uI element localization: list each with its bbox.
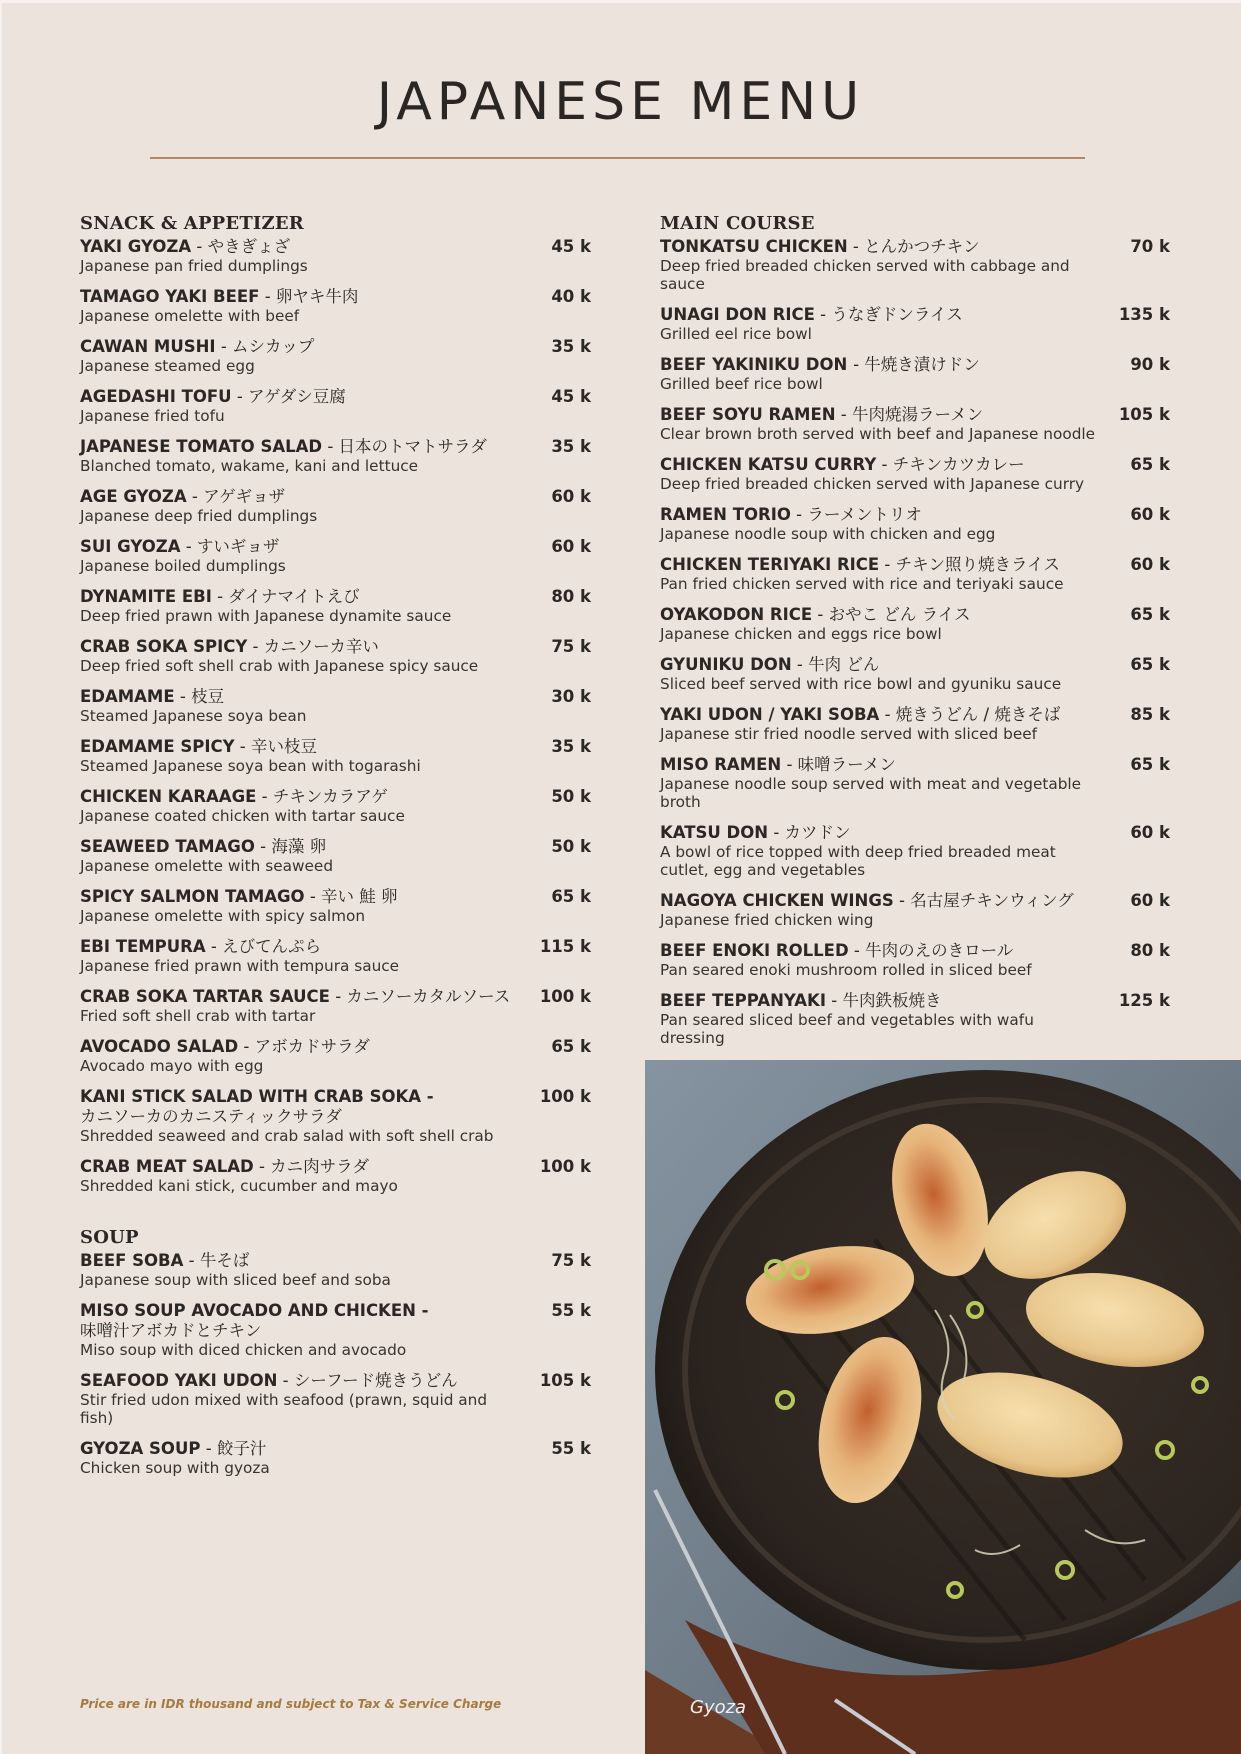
item-name-jp: チキンカツカレー [892,455,1025,474]
menu-item [660,405,1170,443]
item-name: BEEF SOBA - 牛そば [80,1251,250,1270]
menu-item [80,737,591,775]
item-name-en: YAKI UDON / YAKI SOBA [660,705,880,724]
item-name-jp: 牛肉鉄板焼き [842,991,942,1010]
item-name-jp: ムシカップ [232,337,315,356]
item-description: Deep fried breaded chicken served with Japanese curry [660,475,1085,493]
page-border-top [0,0,1241,3]
item-description: Chicken soup with gyoza [80,1459,270,1477]
item-description: A bowl of rice topped with deep fried breaded meat cutlet, egg and vegetables [660,843,1056,879]
item-name: JAPANESE TOMATO SALAD - 日本のトマトサラダ [80,437,487,456]
item-name-en: CRAB SOKA SPICY [80,637,248,656]
item-name: AGE GYOZA - アゲギョザ [80,487,286,506]
menu-item [80,987,591,1025]
item-name-en: GYUNIKU DON [660,655,792,674]
item-name-en: CHICKEN TERIYAKI RICE [660,555,880,574]
item-name-en: AGE GYOZA [80,487,187,506]
item-price: 65 k [1130,655,1170,674]
item-description: Pan fried chicken served with rice and teriyaki sauce [660,575,1064,593]
item-name-jp: 海藻 卵 [271,837,327,856]
item-name-jp: ラーメントリオ [807,505,922,524]
item-description: Shredded seaweed and crab salad with soft shell crab [80,1127,494,1145]
menu-item [660,355,1170,393]
section-title: MAIN COURSE [660,213,815,234]
item-name: CHICKEN KATSU CURRY - チキンカツカレー [660,455,1025,474]
menu-item [80,887,591,925]
item-price: 60 k [1130,555,1170,574]
menu-item [80,937,591,975]
item-name-en: TONKATSU CHICKEN [660,237,848,256]
item-name-en: DYNAMITE EBI [80,587,212,606]
item-name-en: BEEF SOYU RAMEN [660,405,836,424]
item-name: CRAB SOKA SPICY - カニソーカ辛い [80,637,379,656]
menu-item [660,455,1170,493]
item-description: Steamed Japanese soya bean [80,707,307,725]
menu-item [660,823,1170,879]
item-name: GYUNIKU DON - 牛肉 どん [660,655,880,674]
item-name: YAKI UDON / YAKI SOBA - 焼きうどん / 焼きそば [660,705,1061,724]
item-name-en: OYAKODON RICE [660,605,813,624]
item-price: 45 k [551,237,591,256]
item-name-en: EDAMAME SPICY [80,737,235,756]
item-name: CRAB SOKA TARTAR SAUCE - カニソーカタルソース [80,987,511,1006]
item-description: Japanese noodle soup served with meat and vegetable broth [660,775,1082,811]
menu-item [660,237,1170,293]
item-description: Pan seared sliced beef and vegetables with wafu dressing [660,1011,1034,1047]
item-name-jp: おやこ どん ライス [828,605,971,624]
item-description: Avocado mayo with egg [80,1057,264,1075]
item-description: Japanese stir fried noodle served with sliced beef [660,725,1038,743]
section-title: SOUP [80,1227,139,1248]
item-name-en: SUI GYOZA [80,537,181,556]
item-name-jp: アボカドサラダ [254,1037,370,1056]
item-name-jp: シーフード焼きうどん [293,1371,458,1390]
menu-item [660,705,1170,743]
menu-item [80,537,591,575]
item-name-jp: 名古屋チキンウィング [910,891,1074,910]
item-price: 100 k [539,987,591,1006]
item-name: OYAKODON RICE - おやこ どん ライス [660,605,971,624]
item-description: Deep fried prawn with Japanese dynamite sauce [80,607,452,625]
item-price: 105 k [1118,405,1170,424]
item-name-jp: カニソーカ辛い [263,637,379,656]
menu-item [80,587,591,625]
item-name-jp: すいギョザ [196,537,280,556]
page-title: JAPANESE MENU [376,72,865,132]
item-name: TONKATSU CHICKEN - とんかつチキン [660,237,980,256]
item-price: 90 k [1130,355,1170,374]
item-description: Japanese noodle soup with chicken and egg [660,525,996,543]
item-name-jp: ダイナマイトえび [228,587,360,606]
item-name-en: MISO RAMEN [660,755,782,774]
item-name-jp: 味噌ラーメン [797,755,896,774]
menu-item [660,505,1170,543]
item-name-jp: うなぎドンライス [831,305,963,324]
item-price: 125 k [1118,991,1170,1010]
item-name: BEEF SOYU RAMEN - 牛肉焼湯ラーメン [660,405,984,424]
menu-item [660,555,1170,593]
item-name-jp: アゲダシ豆腐 [248,387,346,406]
item-price: 50 k [551,787,591,806]
item-name-en: JAPANESE TOMATO SALAD [80,437,323,456]
title-divider [150,157,1085,159]
item-name-en: RAMEN TORIO [660,505,791,524]
item-name: MISO RAMEN - 味噌ラーメン [660,755,896,774]
item-name: SPICY SALMON TAMAGO - 辛い 鮭 卵 [80,887,398,906]
item-description: Deep fried soft shell crab with Japanese spicy sauce [80,657,479,675]
item-name-jp: 辛い 鮭 卵 [321,887,398,906]
item-name-jp: 餃子汁 [216,1439,267,1458]
item-name-en: CAWAN MUSHI [80,337,216,356]
menu-item [80,487,591,525]
item-name: CHICKEN TERIYAKI RICE - チキン照り焼きライス [660,555,1060,574]
item-name-jp: カニソーカタルソース [346,987,511,1006]
photo-caption: Gyoza [690,1697,747,1718]
item-price: 30 k [551,687,591,706]
menu-item [660,991,1170,1047]
item-name-jp: カニソーカのカニスティックサラダ [80,1107,342,1126]
item-name: NAGOYA CHICKEN WINGS - 名古屋チキンウィング [660,891,1074,910]
item-description: Shredded kani stick, cucumber and mayo [80,1177,398,1195]
page-border-left [0,0,2,1754]
menu-item [660,655,1170,693]
item-price: 100 k [539,1087,591,1106]
section-title: SNACK & APPETIZER [80,213,304,234]
menu-item [80,1439,591,1477]
item-name: CAWAN MUSHI - ムシカップ [80,337,315,356]
item-name-en: BEEF TEPPANYAKI [660,991,826,1010]
menu-item [80,787,591,825]
item-name: EBI TEMPURA - えびてんぷら [80,937,322,956]
item-name-jp: 牛肉のえのきロール [865,941,1014,960]
item-name: SEAFOOD YAKI UDON - シーフード焼きうどん [80,1371,458,1390]
item-name-jp: 枝豆 [191,687,225,706]
item-name-en: KANI STICK SALAD WITH CRAB SOKA - [80,1087,434,1106]
item-price: 35 k [551,737,591,756]
item-description: Stir fried udon mixed with seafood (prawn, squid and fish) [80,1391,488,1427]
item-name-jp: 牛肉 どん [808,655,880,674]
menu-item [80,237,591,275]
item-name: TAMAGO YAKI BEEF - 卵ヤキ牛肉 [80,287,359,306]
menu-item [80,1251,591,1289]
item-name-jp: 牛そば [199,1251,250,1270]
item-price: 80 k [1130,941,1170,960]
menu-item [80,1371,591,1427]
menu-item [80,637,591,675]
item-description: Japanese coated chicken with tartar sauce [80,807,405,825]
menu-item [80,1087,591,1145]
item-name-en: EDAMAME [80,687,175,706]
item-name: SEAWEED TAMAGO - 海藻 卵 [80,837,327,856]
item-price: 65 k [1130,605,1170,624]
menu-item [660,941,1170,979]
menu-item [80,337,591,375]
item-description: Japanese fried chicken wing [660,911,874,929]
item-description: Japanese fried prawn with tempura sauce [80,957,400,975]
item-name: BEEF TEPPANYAKI - 牛肉鉄板焼き [660,991,942,1010]
menu-section-snack-appetizer [80,211,591,1195]
item-name [80,1087,521,1107]
item-name-en: AGEDASHI TOFU [80,387,232,406]
item-name-en: CHICKEN KATSU CURRY [660,455,877,474]
menu-item [80,287,591,325]
item-price: 60 k [1130,505,1170,524]
menu-section-soup [80,1225,591,1477]
item-price: 60 k [551,487,591,506]
right-column [660,211,1170,1127]
menu-section-main-course [660,211,1170,1097]
item-name-jp: カニ肉サラダ [270,1157,370,1176]
menu-item [660,891,1170,929]
item-name-en: YAKI GYOZA [80,237,192,256]
item-description: Japanese chicken and eggs rice bowl [660,625,942,643]
item-description: Sliced beef served with rice bowl and gyuniku sauce [660,675,1062,693]
item-name-jp: 牛肉焼湯ラーメン [851,405,984,424]
item-description: Japanese pan fried dumplings [80,257,308,275]
item-name: SUI GYOZA - すいギョザ [80,537,280,556]
menu-item [80,1157,591,1195]
item-name: BEEF YAKINIKU DON - 牛焼き漬けドン [660,355,980,374]
item-description: Japanese deep fried dumplings [80,507,318,525]
item-description: Japanese soup with sliced beef and soba [80,1271,391,1289]
item-name: EDAMAME SPICY - 辛い枝豆 [80,737,317,756]
item-name: DYNAMITE EBI - ダイナマイトえび [80,587,360,606]
item-name: GYOZA SOUP - 餃子汁 [80,1439,267,1458]
item-price: 60 k [1130,823,1170,842]
item-name-en: BEEF YAKINIKU DON [660,355,854,374]
item-name-jp: 味噌汁アボカドとチキン [80,1321,262,1340]
item-price: 55 k [551,1439,591,1458]
item-description: Japanese omelette with beef [80,307,300,325]
item-description: Fried soft shell crab with tartar [80,1007,316,1025]
price-note: Price are in IDR thousand and subject to Tax & Service Charge [80,1697,502,1711]
menu-item [80,1301,591,1359]
item-name-en: GYOZA SOUP [80,1439,201,1458]
menu-item [660,305,1170,343]
item-price: 35 k [551,337,591,356]
item-name-en: CRAB SOKA TARTAR SAUCE [80,987,330,1006]
item-price: 60 k [551,537,591,556]
item-price: 75 k [551,1251,591,1270]
item-name: AGEDASHI TOFU - アゲダシ豆腐 [80,387,346,406]
item-price: 65 k [1130,755,1170,774]
item-price: 65 k [1130,455,1170,474]
item-price: 40 k [551,287,591,306]
item-name: AVOCADO SALAD - アボカドサラダ [80,1037,370,1056]
item-name [80,1301,521,1321]
menu-item [80,1037,591,1075]
item-price: 75 k [551,637,591,656]
item-name-jp: 卵ヤキ牛肉 [275,287,359,306]
item-name: YAKI GYOZA - やきぎょざ [80,237,291,256]
item-description: Japanese omelette with spicy salmon [80,907,366,925]
menu-item [80,837,591,875]
menu-item [80,437,591,475]
item-name-jp: 辛い枝豆 [251,737,317,756]
item-price: 65 k [551,887,591,906]
item-description: Japanese omelette with seaweed [80,857,334,875]
item-price: 100 k [539,1157,591,1176]
item-description: Japanese fried tofu [80,407,225,425]
item-description: Japanese boiled dumplings [80,557,286,575]
item-name-jp: チキンカラアゲ [272,787,388,806]
item-description: Steamed Japanese soya bean with togarashi [80,757,421,775]
item-name-en: SEAWEED TAMAGO [80,837,255,856]
item-name-en: AVOCADO SALAD [80,1037,239,1056]
item-description: Miso soup with diced chicken and avocado [80,1341,407,1359]
item-name-jp: やきぎょざ [207,237,291,256]
item-description: Deep fried breaded chicken served with cabbage and sauce [660,257,1070,293]
item-description: Pan seared enoki mushroom rolled in sliced beef [660,961,1032,979]
item-price: 105 k [539,1371,591,1390]
item-name-jp: 焼きうどん / 焼きそば [895,705,1061,724]
item-name-jp: 日本のトマトサラダ [338,437,487,456]
item-name-en: EBI TEMPURA [80,937,206,956]
item-name: CHICKEN KARAAGE - チキンカラアゲ [80,787,388,806]
gyoza-photo [645,1060,1241,1754]
item-name: EDAMAME - 枝豆 [80,687,225,706]
item-name: KATSU DON - カツドン [660,823,851,842]
item-price: 80 k [551,587,591,606]
item-price: 55 k [551,1301,591,1320]
item-price: 115 k [539,937,591,956]
item-name-jp: 牛焼き漬けドン [864,355,980,374]
menu-item [660,755,1170,811]
item-name-en: NAGOYA CHICKEN WINGS [660,891,894,910]
item-price: 60 k [1130,891,1170,910]
item-name-en: UNAGI DON RICE [660,305,815,324]
item-price: 50 k [551,837,591,856]
item-price: 45 k [551,387,591,406]
item-name-jp: えびてんぷら [222,937,322,956]
item-name-jp: カツドン [784,823,851,842]
menu-item [80,387,591,425]
item-name-jp: チキン照り焼きライス [895,555,1060,574]
menu-item [80,687,591,725]
menu-item [660,605,1170,643]
item-name-en: KATSU DON [660,823,769,842]
item-name: CRAB MEAT SALAD - カニ肉サラダ [80,1157,370,1176]
item-name-en: SEAFOOD YAKI UDON [80,1371,278,1390]
item-price: 85 k [1130,705,1170,724]
item-name-en: BEEF ENOKI ROLLED [660,941,849,960]
item-price: 70 k [1130,237,1170,256]
item-name: BEEF ENOKI ROLLED - 牛肉のえのきロール [660,941,1014,960]
item-name-en: TAMAGO YAKI BEEF [80,287,260,306]
item-description: Grilled eel rice bowl [660,325,812,343]
item-price: 35 k [551,437,591,456]
item-price: 65 k [551,1037,591,1056]
item-name-en: MISO SOUP AVOCADO AND CHICKEN - [80,1301,429,1320]
item-description: Grilled beef rice bowl [660,375,823,393]
item-name-jp: アゲギョザ [203,487,286,506]
item-name-en: CRAB MEAT SALAD [80,1157,254,1176]
item-price: 135 k [1118,305,1170,324]
left-column [80,211,591,1507]
item-name: RAMEN TORIO - ラーメントリオ [660,505,922,524]
item-name-en: SPICY SALMON TAMAGO [80,887,305,906]
item-description: Japanese steamed egg [80,357,255,375]
item-description: Blanched tomato, wakame, kani and lettuce [80,457,419,475]
item-description: Clear brown broth served with beef and Japanese noodle [660,425,1096,443]
item-name: UNAGI DON RICE - うなぎドンライス [660,305,963,324]
item-name-en: BEEF SOBA [80,1251,184,1270]
item-name-jp: とんかつチキン [864,237,980,256]
item-name-en: CHICKEN KARAAGE [80,787,257,806]
